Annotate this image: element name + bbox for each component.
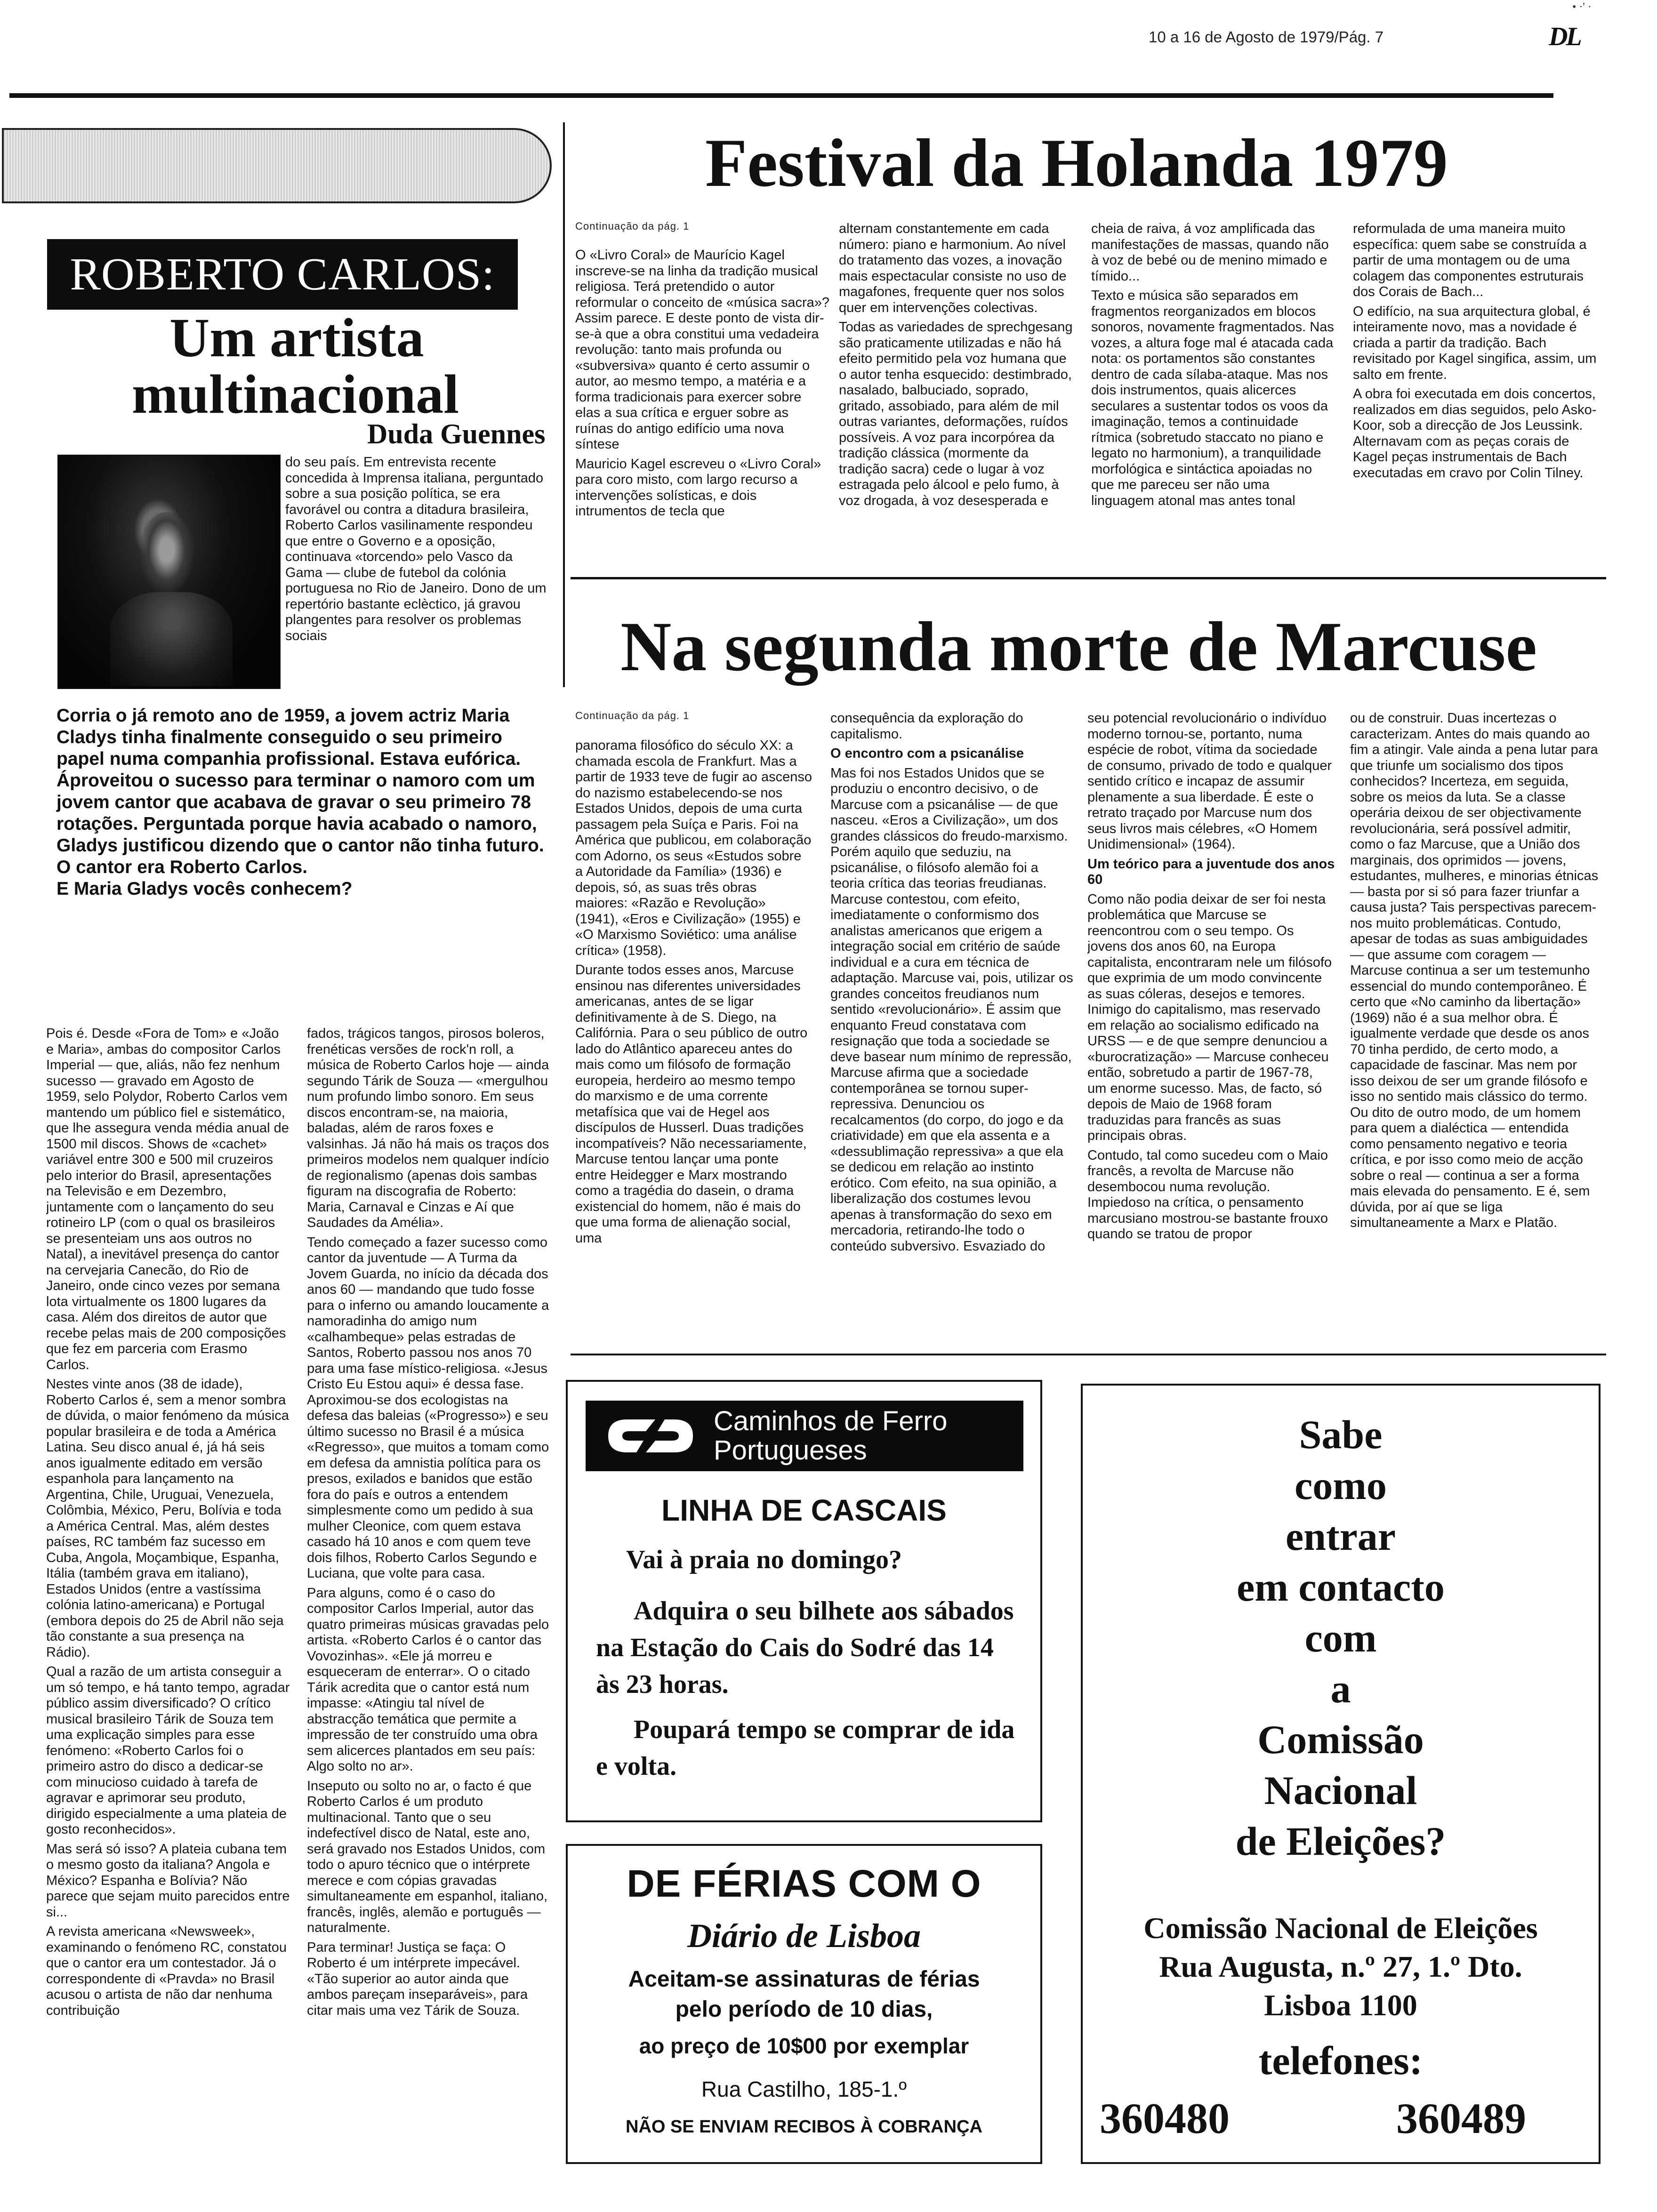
page-date-line: 10 a 16 de Agosto de 1979/Pág. 7 — [1149, 28, 1384, 46]
paragraph: Para terminar! Justiça se faça: O Roberto é um intérprete impecável. «Tão superior ao autor ainda que ambos pareçam inseparáveis», para citar mais uma vez Tárik de Souza. — [307, 1940, 528, 2018]
cne-phone-1: 360480 — [1100, 2094, 1230, 2142]
festival-bottom-rule — [571, 577, 1606, 579]
marcuse-continuation: Continuação da pág. 1 — [575, 710, 690, 721]
festival-column-3 — [1091, 221, 1336, 568]
festival-title: Festival da Holanda 1979 — [705, 125, 1448, 201]
roberto-banner — [47, 239, 518, 310]
festival-column-1 — [575, 248, 829, 568]
dl-line-3: ao preço de 10$00 por exemplar — [639, 2034, 969, 2058]
cne-address: Rua Augusta, n.º 27, 1.º Dto. — [1159, 1950, 1522, 1983]
marcuse-column-1 — [575, 738, 812, 1345]
festival-continuation: Continuação da pág. 1 — [575, 220, 690, 232]
cp-brand-line-1: Caminhos de Ferro — [714, 1406, 948, 1436]
paragraph: fados, trágicos tangos, pirosos boleros, frenéticas versões de rock'n roll, a música de Roberto Carlos hoje — ainda segundo Tárik de Souza — «mergulhou num profundo limbo sonoro. Em seus discos encontram-se, na maioria, baladas, além de raros foxes e valsinhas. Já não há mais os traços dos primeiros modelos nem qualquer indício de regionalismo (apenas dois sambas figuram na discografia de Roberto: Maria, Carnaval e Cinzas e Aí que Saudades da Amélia». — [307, 1026, 549, 1230]
marcuse-bottom-rule — [571, 1354, 1606, 1355]
roberto-column-1 — [46, 1026, 290, 2193]
marcuse-subhead-1: O encontro com a psicanálise — [830, 746, 1024, 761]
paragraph: Qual a razão de um artista conseguir a um só tempo, e há tanto tempo, agradar público assim diversificado? O crítico musical brasileiro Tárik de Souza tem uma explicação simples para esse fenómeno: «Roberto Carlos foi o primeiro astro do disco a dedicar-se com minucioso cuidado à tarefa de agravar e aprimorar seu produto, dirigido especialmente a uma plateia de gosto reconhecidos». — [46, 1664, 290, 1837]
roberto-lead-2: O cantor era Roberto Carlos. — [56, 857, 308, 877]
cne-org: Comissão Nacional de Eleições — [1143, 1911, 1538, 1945]
roberto-lead-text: Corria o já remoto ano de 1959, a jovem actriz Maria Cladys tinha finalmente conseguido o seu primeiro papel numa companhia profissional. Estava eufórica. Áproveitou o sucesso para terminar o namoro com um jovem cantor que acabava de gravar o seu primeiro 78 rotações. Perguntada porque havia acabado o namoro, Gladys justificou dizendo que o cantor não tinha futuro. — [56, 705, 544, 856]
paragraph: A obra foi executada em dois concertos, realizados em dias seguidos, pelo Asko-Koor, sob a direcção de Jos Leussink. Alternavam com as peças corais de Kagel peças instrumentais de Bach executadas em cravo por Colin Tilney. — [1353, 386, 1597, 481]
cp-line-1: Vai à praia no domingo? — [626, 1545, 902, 1574]
dl-heading: DE FÉRIAS COM O — [627, 1862, 981, 1905]
dl-line-2: pelo período de 10 dias, — [675, 1997, 933, 2022]
paragraph: ou de construir. Duas incertezas o caracterizam. Antes do mais quando ao fim a atingir. Vale ainda a pena lutar para que triunfe um socialismo dos tipos conhecidos? Incerteza, em seguida, sobre os meios da luta. Se a classe operária deixou de ser objectivamente revolucionária, será possível admitir, como o faz Marcuse, que a União dos marginais, dos oprimidos — jovens, estudantes, mulheres, e minorias étnicas — basta por si só para fazer triunfar a causa justa? Tais perspectivas parecem-nos muito problemáticas. Contudo, apesar de todas as suas ambiguidades — que assume com coragem — Marcuse continua a ser um testemunho essencial do mundo contemporâneo. É certo que «No caminho da libertação» (1969) não é a sua melhor obra. É igualmente verdade que desde os anos 70 tinha perdido, de certo modo, a capacidade de fascinar. Mas nem por isso deixou de ser um grande filósofo e isso no sentido mais clássico do termo. Ou dito de outro modo, de um homem para quem a dialéctica — entendida como pensamento negativo e teoria crítica, e por isso como meio de acção sobre o real — continua a ser a forma mais elevada do pensamento. E é, sem dúvida, por aí que se liga simultaneamente a Marx e Platão. — [1350, 711, 1599, 1230]
paragraph: Nestes vinte anos (38 de idade), Roberto Carlos é, sem a menor sombra de dúvida, o maior fenómeno da música popular brasileira e de toda a América Latina. Seu disco anual é, já há seis anos igualmente editado em versão espanhola para lançamento na Argentina, Chile, Uruguai, Venezuela, Colômbia, México, Peru, Bolívia e toda a América Central. Mas, além destes países, RC também faz sucesso em Cuba, Angola, Moçambique, Espanha, Itália (também grava em italiano), Estados Unidos (entre a vastíssima colónia latino-americana) e Portugal (embora depois do 25 de Abril não seja tão constante a sua presença na Rádio). — [46, 1377, 289, 1660]
photo-figure — [138, 512, 195, 597]
photo-body — [110, 592, 233, 686]
roberto-lead-3: E Maria Gladys vocês conhecem? — [56, 879, 353, 899]
paragraph: Tendo começado a fazer sucesso como cantor da juventude — A Turma da Jovem Guarda, no início da década dos anos 60 — mandando que tudo fosse para o inferno ou amando loucamente a namoradinha do amigo num «calhambeque» pelas estradas de Santos, Roberto passou nos anos 70 para uma fase místico-religiosa. «Jesus Cristo Eu Estou aqui» é dessa fase. Aproximou-se dos ecologistas na defesa das baleias («Progresso») e seu último sucesso no Brasil é a música «Regresso», que muitos a tomam como em defesa da amnistia política para os presos, exilados e banidos que estão fora do país e outros a entendem simplesmente como um pedido à sua mulher Cleonice, com quem estava casado há 10 anos e com quem teve dois filhos, Roberto Carlos Segundo e Luciana, que volte para casa. — [307, 1234, 549, 1581]
corner-mark: • ·' · — [1572, 1, 1592, 13]
marcuse-subhead-2: Um teórico para a juventude dos anos 60 — [1087, 856, 1335, 887]
paragraph: consequência da exploração do capitalismo. — [830, 711, 1023, 742]
cne-phones-label: telefones: — [1258, 2038, 1423, 2083]
festival-column-4 — [1353, 221, 1598, 568]
cp-heading: LINHA DE CASCAIS — [661, 1493, 947, 1527]
cne-question-line: entrar — [1286, 1514, 1396, 1559]
paragraph: Contudo, tal como sucedeu com o Maio francês, a revolta de Marcuse não desembocou numa revolução. Impiedoso na crítica, o pensamento marcusiano mostrou-se bastante frouxo quando se tratou de propor — [1087, 1147, 1328, 1242]
paragraph: Mas foi nos Estados Unidos que se produziu o encontro decisivo, o de Marcuse com a psicanálise — de que nasceu. «Eros a Civilização», um dos grandes clássicos do freudo-marxismo. Porém aquilo que seduziu, na psicanálise, o filósofo alemão foi a teoria crítica das teorias freudianas. Marcuse contestou, com efeito, imediatamente o conformismo dos analistas americanos que erigem a integração social em critério de saúde individual e a cura em técnica de adaptação. Marcuse vai, pois, utilizar os grandes conceitos freudianos num sentido «revolucionário». É assim que enquanto Freud constatava com resignação que toda a sociedade se deve basear num mínimo de repressão, Marcuse afirma que a sociedade contemporânea se tornou super-repressiva. Denunciou os recalcamentos (do corpo, do jogo e da criatividade) em que ela assenta e a «dessublimação repressiva» a que ela se dedicou em relação ao instinto erótico. Com efeito, na sua opinião, a liberalização dos costumes levou apenas à transformação do sexo em mercadoria, retirando-lhe todo o conteúdo subversivo. Esvaziado do — [830, 765, 1073, 1254]
dl-paper-name: Diário de Lisboa — [687, 1917, 921, 1955]
roberto-photo-caption: do seu país. Em entrevista recente concedida à Imprensa italiana, perguntado sobre a sua posição política, se era favorável ou contra a ditadura brasileira, Roberto Carlos vasilinamente respondeu que entre o Governo e a oposição, continuava «torcendo» pelo Vasco da Gama — clube de futebol da colónia portuguesa no Rio de Janeiro. Dono de um repertório bastante eclèctico, já gravou plangentes para resolver os problemas sociais — [285, 455, 547, 643]
paragraph: panorama filosófico do século XX: a chamada escola de Frankfurt. Mas a partir de 1933 teve de fugir ao ascenso do nazismo estabelecendo-se nos Estados Unidos, depois de uma curta passagem pela Suíça e Paris. Foi na América que publicou, em colaboração com Adorno, os seus «Estudos sobre a Autoridade da Família» (1936) e depois, só, as suas três obras maiores: «Razão e Revolução» (1941), «Eros e Civilização» (1955) e «O Marxismo Soviético: uma análise crítica» (1958). — [575, 738, 812, 958]
cp-logo-icon — [599, 1410, 702, 1462]
masthead-rule — [9, 93, 1553, 98]
paragraph: cheia de raiva, á voz amplificada das manifestações de massas, quando não à voz de bebé ou de menino mimado e tímido... — [1091, 221, 1329, 284]
paragraph: Como não podia deixar de ser foi nesta problemática que Marcuse se reencontrou com o seu tempo. Os jovens dos anos 60, na Europa capitalista, encontraram nele um filósofo que exprimia de um modo convincente as suas cóleras, desejos e temores. Inimigo do capitalismo, mas reservado em relação ao socialismo edificado na URSS — e de que sempre denunciou a «burocratização» — Marcuse conheceu então, sobretudo a partir de 1967-78, um enorme sucesso. Mas, de facto, só depois de Maio de 1968 foram traduzidas para francês as suas principais obras. — [1087, 891, 1332, 1143]
cp-brand-text — [714, 1407, 947, 1465]
cne-question-line: Sabe — [1299, 1412, 1383, 1457]
marcuse-column-3 — [1087, 711, 1335, 1345]
cp-brand-line-2: Portugueses — [714, 1435, 867, 1466]
cne-question — [1083, 1409, 1599, 1867]
dl-line-1: Aceitam-se assinaturas de férias — [628, 1967, 980, 1992]
paragraph: Mauricio Kagel escreveu o «Livro Coral» para coro misto, com largo recurso a intervenções solísticas, e dois intrumentos de tecla que — [575, 456, 821, 519]
paragraph: Mas será só isso? A plateia cubana tem o mesmo gosto da italiana? Angola e México? Espanha e Bolívia? Não parece que sejam muito parecidos entre si... — [46, 1841, 290, 1920]
cne-city: Lisboa 1100 — [1264, 1988, 1417, 2022]
cne-question-line: em contacto — [1237, 1564, 1445, 1610]
roberto-column-2 — [307, 1026, 552, 2193]
paragraph: Texto e música são separados em fragmentos reorganizados em blocos sonoros, novamente fragmentados. Nas vozes, a altura foge mal é atacada cada nota: os portamentos são constantes dentro de cada sílaba-ataque. Mas nos dois instrumentos, quais alicerces seculares a sustentar todos os voos da imaginação, temos a continuidade rítmica (sobretudo staccato no piano e legato no harmonium), a tranquilidade morfológica e sintáctica apoiadas no que me pareceu ser não uma linguagem atonal mas antes tonal — [1091, 288, 1334, 508]
dl-footer: NÃO SE ENVIAM RECIBOS À COBRANÇA — [626, 2117, 982, 2137]
paragraph: Durante todos esses anos, Marcuse ensinou nas diferentes universidades americanas, antes de se ligar definitivamente à de S. Diego, na Califórnia. Para o seu público de outro lado do Atlântico apareceu antes do mais como um filósofo de formação europeia, herdeiro ao mesmo tempo do marxismo e de uma corrente metafísica que vai de Hegel aos discípulos de Husserl. Duas tradições incompatíveis? Não necessariamente, Marcuse tentou lançar uma ponte entre Heidegger e Marx mostrando como a tragédia do dasein, o drama existencial do homem, não é mais do que uma forma de alienação social, uma — [575, 962, 808, 1246]
newspaper-logo: DL — [1549, 22, 1580, 51]
paragraph: O edifício, na sua arquitectura global, é inteiramente novo, mas a novidade é criada a partir da tradição. Bach revisitado por Kagel singifica, assim, um salto em frente. — [1353, 304, 1597, 382]
dl-address: Rua Castilho, 185-1.º — [701, 2077, 907, 2101]
roberto-headline-1: Um artista — [169, 307, 424, 369]
cne-question-line: Comissão — [1257, 1717, 1424, 1762]
roberto-banner-text: ROBERTO CARLOS: — [70, 249, 495, 300]
cne-advertisement — [1081, 1384, 1601, 2164]
cne-question-line: como — [1295, 1463, 1387, 1508]
cp-line-3: Poupará tempo se comprar de ida e volta. — [596, 1715, 1015, 1781]
paragraph: alternam constantemente em cada número: piano e harmonium. Ao nível do tratamento das vozes, a inovação mais espectacular consiste no uso de magafones, frequente quer nos solos quer em intervenções colectivas. — [839, 221, 1067, 315]
marcuse-title: Na segunda morte de Marcuse — [620, 608, 1537, 686]
festival-column-2 — [839, 221, 1077, 568]
roberto-headline-2: multinacional — [132, 363, 459, 425]
cp-advertisement — [566, 1380, 1042, 1822]
cne-question-line: com — [1304, 1615, 1377, 1660]
roberto-lead — [56, 705, 551, 900]
paragraph: Inseputo ou solto no ar, o facto é que Roberto Carlos é um produto multinacional. Tanto que o seu indefectível disco de Natal, este ano, será gravado nos Estados Unidos, com todo o apuro técnico que o intérprete merece e com cópias gravadas simultaneamente em espanhol, italiano, francês, inglês, alemão e português — naturalmente. — [307, 1778, 548, 1935]
decorative-ribbon — [2, 128, 552, 203]
paragraph: Todas as variedades de sprechgesang são praticamente utilizadas e não há efeito permitido pela voz humana que o autor tenha esquecido: destimbrado, nasalado, balbuciado, soprado, gritado, assobiado, para além de mil outras variantes, deformações, ruídos possíveis. A voz para incorpórea da tradição clássica (mormente da tradição sacra) cede o lugar à voz estragada pelo álcool e pelo fumo, à voz drogada, à voz desesperada e — [839, 320, 1073, 508]
cne-question-line: de Eleições? — [1235, 1819, 1446, 1864]
marcuse-column-2 — [830, 711, 1075, 1345]
paragraph: seu potencial revolucionário o indivíduo moderno tornou-se, portanto, numa espécie de robot, vítima da sociedade de consumo, privado de todo e qualquer sentido crítico e incapaz de assumir plenamente a sua liberdade. É este o retrato traçado por Marcuse num dos seus livros mais célebres, «O Homem Unidimensional» (1964). — [1087, 711, 1332, 852]
roberto-photo — [57, 455, 281, 689]
paragraph: O «Livro Coral» de Maurício Kagel inscreve-se na linha da tradição musical religiosa. Terá pretendido o autor reformular o conceito de «música sacra»? Assim parece. E deste ponto de vista dir-se-à que a obra constitui uma vedadeira revolução: tanto mais profunda ou «subversiva» quanto é certo assumir o autor, ao mesmo tempo, a matéria e a forma tradicionais para exercer sobre elas a sua crítica e erguer sobre as ruínas do antigo edifício uma nova síntese — [575, 248, 829, 452]
cne-question-line: Nacional — [1264, 1768, 1417, 1813]
cne-question-line: a — [1330, 1666, 1351, 1711]
cne-phone-2: 360489 — [1396, 2094, 1526, 2142]
roberto-byline: Duda Guennes — [367, 418, 546, 449]
marcuse-column-4 — [1350, 711, 1599, 1345]
cp-brand-bar — [586, 1401, 1023, 1471]
left-column-rule — [563, 122, 565, 687]
paragraph: Pois é. Desde «Fora de Tom» e «João e Maria», ambas do compositor Carlos Imperial — que, aliás, não fez nenhum sucesso — gravado em Agosto de 1959, selo Polydor, Roberto Carlos vem mantendo um público fiel e sistemático, que lhe assegura venda média anual de 1500 mil discos. Shows de «cachet» variável entre 300 e 500 mil cruzeiros pelo interior do Brasil, apresentações na Televisão e em Dezembro, juntamente com o lançamento do seu rotineiro LP (com o qual os brasileiros se presenteiam uns aos outros no Natal), a inevitável presença do cantor na cervejaria Canecão, do Rio de Janeiro, onde cinco vezes por semana lota virtualmente os 1800 lugares da casa. Além dos direitos de autor que recebe pelas mais de 200 composições que fez em parceria com Erasmo Carlos. — [46, 1026, 289, 1372]
paragraph: A revista americana «Newsweek», examinando o fenómeno RC, constatou que o cantor era um contestador. Já o correspondente di «Pravda» no Brasil acusou o artista de não dar nenhuma contribuição — [46, 1924, 287, 2018]
paragraph: reformulada de uma maneira muito específica: quem sabe se construída a partir de uma montagem ou de uma colagem das componentes estruturais dos Corais de Bach... — [1353, 221, 1587, 299]
dl-advertisement — [566, 1844, 1042, 2164]
cp-line-2: Adquira o seu bilhete aos sábados na Estação do Cais do Sodré das 14 às 23 horas. — [596, 1596, 1014, 1699]
paragraph: Para alguns, como é o caso do compositor Carlos Imperial, autor das quatro primeiras músicas gravadas pelo artista. «Roberto Carlos é o cantor das Vovozinhas». «Ele já morreu e esqueceram de enterrar». O o citado Tárik acredita que o cantor está num impasse: «Atingiu tal nível de abstracção temática que permite a impressão de ter construído uma obra sem alicerces plantados em seu país: Algo solto no ar». — [307, 1585, 549, 1774]
